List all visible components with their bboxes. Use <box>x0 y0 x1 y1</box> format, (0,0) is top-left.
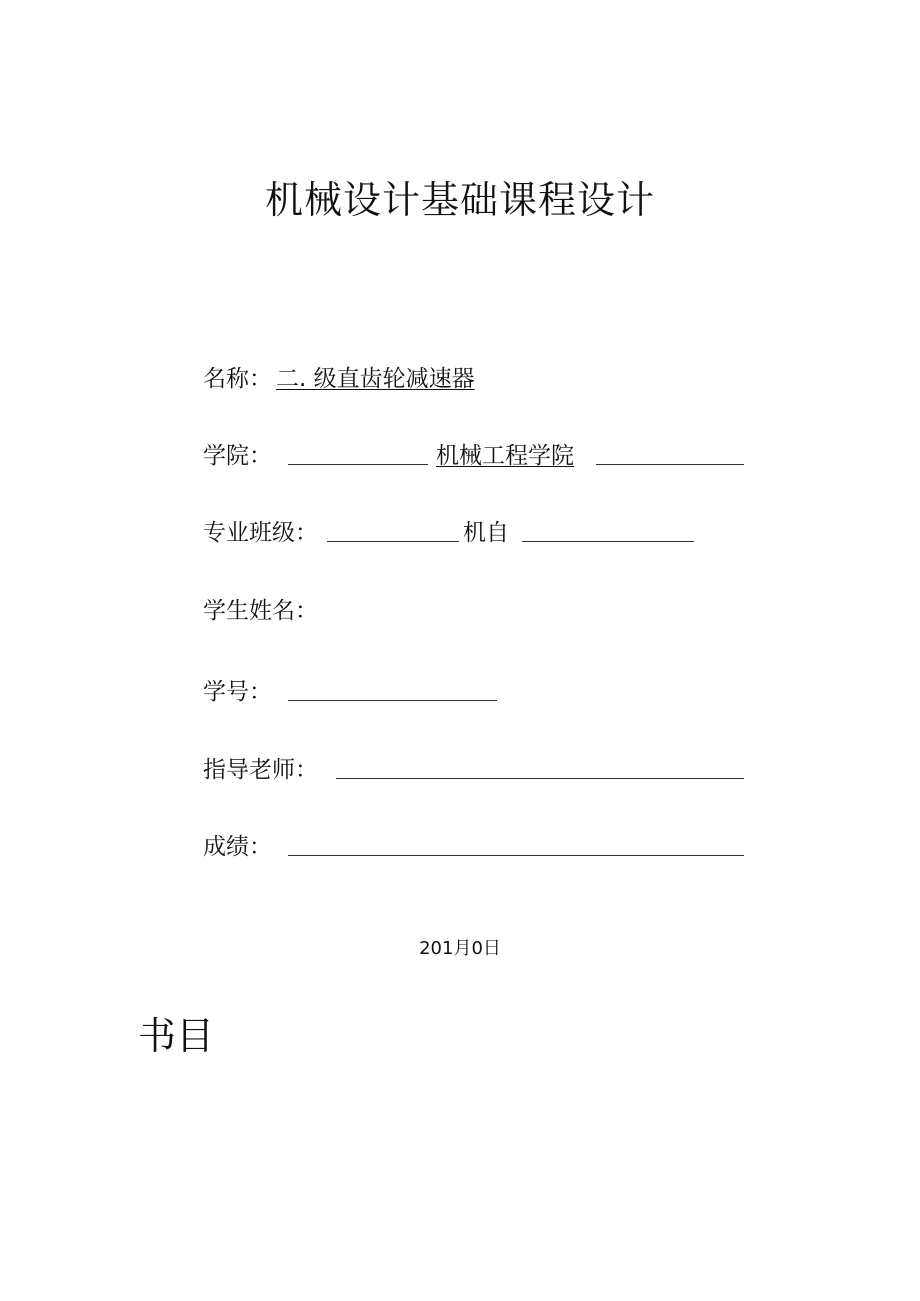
field-grade-blank <box>288 855 744 856</box>
field-college-row <box>0 440 920 472</box>
field-college-blank-left <box>288 464 428 465</box>
toc-heading: 书目 <box>138 1014 215 1058</box>
document-date: 201月0日 <box>419 938 501 959</box>
field-major-class-blank-right <box>522 541 694 542</box>
field-advisor-row <box>0 754 920 786</box>
field-college-label: 学院： <box>203 443 272 469</box>
field-name-label: 名称： <box>203 366 272 392</box>
field-student-name-label: 学生姓名： <box>203 598 318 624</box>
field-college-value: 机械工程学院 <box>436 443 574 469</box>
field-name-value: 二. 级直齿轮减速器 <box>276 366 475 392</box>
field-grade-label: 成绩： <box>203 834 272 860</box>
field-name-row <box>0 363 920 395</box>
field-grade-row <box>0 831 920 863</box>
field-college-blank-right <box>596 464 744 465</box>
field-advisor-label: 指导老师： <box>203 757 318 783</box>
field-advisor-blank <box>336 778 744 779</box>
field-major-class-row <box>0 517 920 549</box>
document-title: 机械设计基础课程设计 <box>264 178 655 222</box>
field-student-id-blank <box>288 700 497 701</box>
field-major-class-label: 专业班级： <box>203 520 318 546</box>
field-student-name-row <box>0 595 920 627</box>
field-major-class-value: 机自 <box>463 520 509 546</box>
field-student-id-row <box>0 676 920 708</box>
field-major-class-blank-left <box>327 541 459 542</box>
field-student-id-label: 学号： <box>203 679 272 705</box>
